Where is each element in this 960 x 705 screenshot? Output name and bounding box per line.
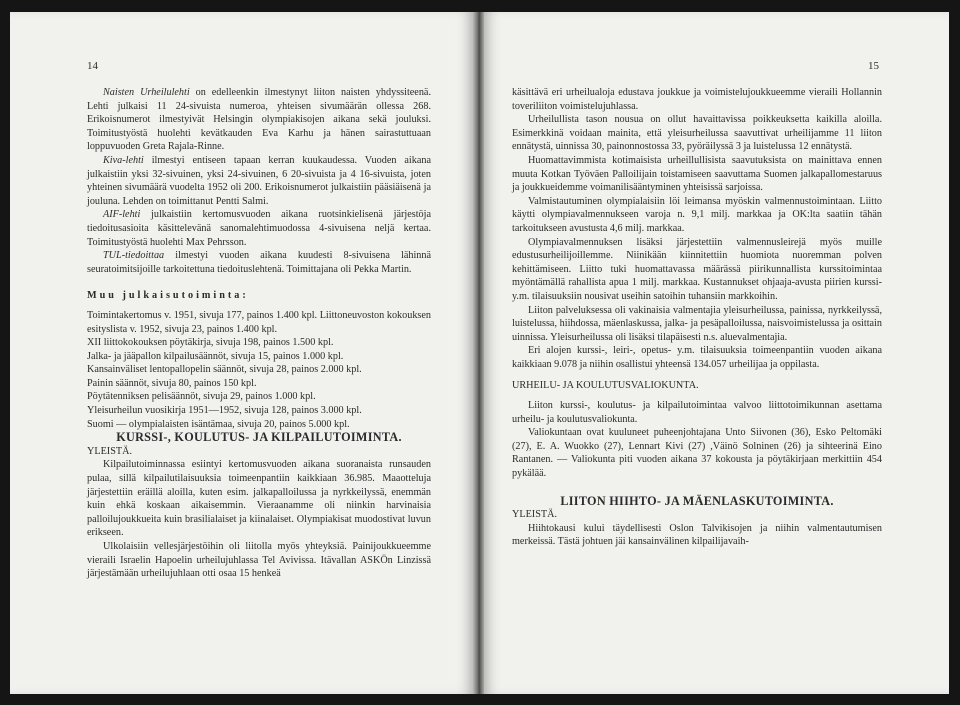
paragraph-aif-lehti: AIF-lehti julkaistiin kertomusvuoden aikana ruotsinkielisenä järjestöja tiedoitusasioita käsittelevänä sanomalehtimuodossa 4-sivuisena neljä kertaa. Toimitustyöstä huolehti Max Pehrsson. <box>87 209 431 248</box>
list-item: XII liittokokouksen pöytäkirja, sivuja 198, painos 1.500 kpl. <box>87 337 334 349</box>
list-item: Painin säännöt, sivuja 80, painos 150 kpl. <box>87 377 257 389</box>
list-item: Kansainväliset lentopallopelin säännöt, sivuja 28, painos 2.000 kpl. <box>87 364 362 376</box>
paragraph-liiton-palveluksessa: Liiton palveluksessa oli vakinaisia valmentajia yleisurheilussa, painissa, nyrkkeilyssä, luistelussa, hiihdossa, mäenlaskussa, jalka- ja pesäpalloilussa, naisvoimistelussa ja osittain uinnissa. Yleisurheilussa oli lisäksi tilapäisesti n.s. aluevalmentajia. <box>512 304 882 343</box>
list-item: Pöytätenniksen pelisäännöt, sivuja 29, painos 1.000 kpl. <box>87 391 316 403</box>
paragraph-tul-tiedoittaa: TUL-tiedoittaa ilmestyi vuoden aikana kuudesti 8-sivuisena lähinnä seuratoimitsijoille tarkoitettuna tiedoituslehtenä. Toimittajana oli Pekka Martin. <box>87 250 431 275</box>
paragraph-kilpailutoiminta: Kilpailutoiminnassa esiintyi kertomusvuoden aikana suoranaista runsauden pulaa, sillä kilpailutilaisuuksia toimeenpantiin kaikkiaan 36.985. Maaotteluja järjestettiin eräillä aloilla, kuten esim. jalkapalloilussa ja nyrkkeilyssä, enemmän kuin ehkä koskaan aikaisemmin. Vieraanamme oli niinkin harvinaisia palloilujoukkueita kuin brasilialaiset ja kiinalaiset. Olympiakisat muodostivat luvun erikseen. <box>87 459 431 539</box>
publications-list <box>87 309 431 431</box>
muu-julkaisutoiminta-heading: Muu julkaisutoiminta: <box>87 290 249 302</box>
right-page-text <box>512 86 882 549</box>
paragraph-olympiavalmennuksen: Olympiavalmennuksen lisäksi järjestettiin valmennusleirejä myös muille edustusurheilijoillemme. Niinikään kiinnitettiin huomiota nuoremman polven kehittämiseen. Liitto tuki huomattavassa määrässä piirikunnallista kurssitoimintaa myöntämällä rahallista apua 1 milj. markkaa. Kustannukset ohjaaja-avusta piirien kurssi- y.m. tilaisuuksiin nousivat useihin satoihin tuhansiin markkoihin. <box>512 236 882 302</box>
paragraph-huomattavimmista: Huomattavimmista kotimaisista urheillullisista saavutuksista on mainittava ennen muuta Kotkan Työväen Palloilijain toistamiseen saavuttama Suomen jalkapallomestaruus ja joukkueidemme voimanilisääntyminen yhteisissä sarjoissa. <box>512 154 882 194</box>
paragraph-kiva-lehti: Kiva-lehti ilmestyi entiseen tapaan kerran kuukaudessa. Vuoden aikana julkaistiin yksi 32-sivuinen, yksi 24-sivuinen, 6 20-sivuista ja 4 16-sivuista, joten yhteinen sivumäärä vuodelta 1952 oli 200. Erikoisnumerot julkaistiin pääsiäisenä ja jouluna. Lehden on toimittanut Pentti Salmi. <box>87 154 431 207</box>
paragraph-hiihtokausi: Hiihtokausi kului täydellisesti Oslon Talvikisojen ja niihin valmentautumisen merkeissä. Tästä johtuen jäi kansainvälinen kilpailijavaih- <box>512 522 882 548</box>
page-number-left: 14 <box>87 60 98 72</box>
left-page-text <box>87 86 431 581</box>
list-item: Suomi — olympialaisten isäntämaa, sivuja 20, painos 5.000 kpl. <box>87 418 350 430</box>
paragraph-liiton-kurssi: Liiton kurssi-, koulutus- ja kilpailutoimintaa valvoo liittotoimikunnan asettama urheilu- ja koulutusvaliokunta. <box>512 400 882 425</box>
list-item: Jalka- ja jääpallon kilpailusäännöt, sivuja 15, painos 1.000 kpl. <box>87 350 344 362</box>
section-heading-kurssi: KURSSI-, KOULUTUS- JA KILPAILUTOIMINTA. <box>116 430 402 445</box>
paragraph-valmistautuminen: Valmistautuminen olympialaisiin löi leimansa myöskin valmennustoimintaan. Liitto käytti olympiavalmennukseen varoja n. 9,1 milj. markkaa ja OK:lta saatiin tähän tarkoitukseen avustusta 4,6 milj. markkaa. <box>512 195 882 234</box>
paragraph-ulkolaisiin: Ulkolaisiin vellesjärjestöihin oli liitolla myös yhteyksiä. Painijoukkueemme vieraili Israelin Hapoelin urheilujuhlassa Tel Avivissa. Itävallan ASKÖn Linzissä järjestämään urheilujuhlaan otti osaa 15 henkeä <box>87 541 431 580</box>
section-heading-hiihto: LIITON HIIHTO- JA MÄENLASKUTOIMINTA. <box>560 493 834 508</box>
right-page <box>484 12 949 694</box>
paragraph-eri-alojen: Eri alojen kurssi-, leiri-, opetus- y.m. tilaisuuksia toimeenpantiin vuoden aikana kaikkiaan 9.078 ja niihin osallistui yhteensä 134.057 urheilijaa ja oppilasta. <box>512 345 882 370</box>
list-item: Toimintakertomus v. 1951, sivuja 177, painos 1.400 kpl. Liittoneuvoston kokouksen esityslista v. 1952, sivuja 23, painos 1.400 kpl. <box>87 309 431 335</box>
paragraph-valiokuntaan: Valiokuntaan ovat kuuluneet puheenjohtajana Unto Siivonen (36), Esko Peltomäki (27), E. A. Wuokko (27), Lennart Kivi (27) ,Väinö Solninen (26) ja sihteerinä Eino Rantanen. — Valiokunta piti vuoden aikana 37 kokousta ja pöytäkirjaan merkittiin 454 pykälää. <box>512 427 882 480</box>
book-gutter <box>473 12 484 694</box>
subheading-yleista-right: YLEISTÄ. <box>512 509 557 521</box>
subheading-yleista: YLEISTÄ. <box>87 445 132 457</box>
paragraph-continuation: käsittävä eri urheilualoja edustava joukkue ja voimistelujoukkueemme vieraili Hollannin toveriliiton voimistelujuhlassa. <box>512 87 882 112</box>
paragraph-urheilullista: Urheilullista tason nousua on ollut havaittavissa poikkeuksetta kaikilla aloilla. Esimerkkinä voidaan mainita, että yleisurheilussa saavuttivat urheilijamme 11 liiton ennätystä, uinnissa 30, painonnostossa 33, pyöräilyssä 3 ja luistelussa 12 ennätystä. <box>512 114 882 153</box>
page-number-right: 15 <box>868 60 879 72</box>
left-page <box>10 12 473 694</box>
section-heading-urheilu: URHEILU- JA KOULUTUSVALIOKUNTA. <box>512 380 699 392</box>
list-item: Yleisurheilun vuosikirja 1951—1952, sivuja 128, painos 3.000 kpl. <box>87 405 362 417</box>
paragraph-naisten-urheilulehti: Naisten Urheilulehti on edelleenkin ilmestynyt liiton naisten yhdyssiteenä. Lehti julkaisi 11 24-sivuista numeroa, yhteisen sivumäärän ollessa 268. Erikoisnumerot ilmestyivät Helsingin olympiakisojen aikana sekä jouluksi. Toimitustyöstä huolehti kevätkauden Eva Karhu ja hänen sairastuttuaan loppuvuoden Greta Rajala-Rinne. <box>87 87 431 153</box>
